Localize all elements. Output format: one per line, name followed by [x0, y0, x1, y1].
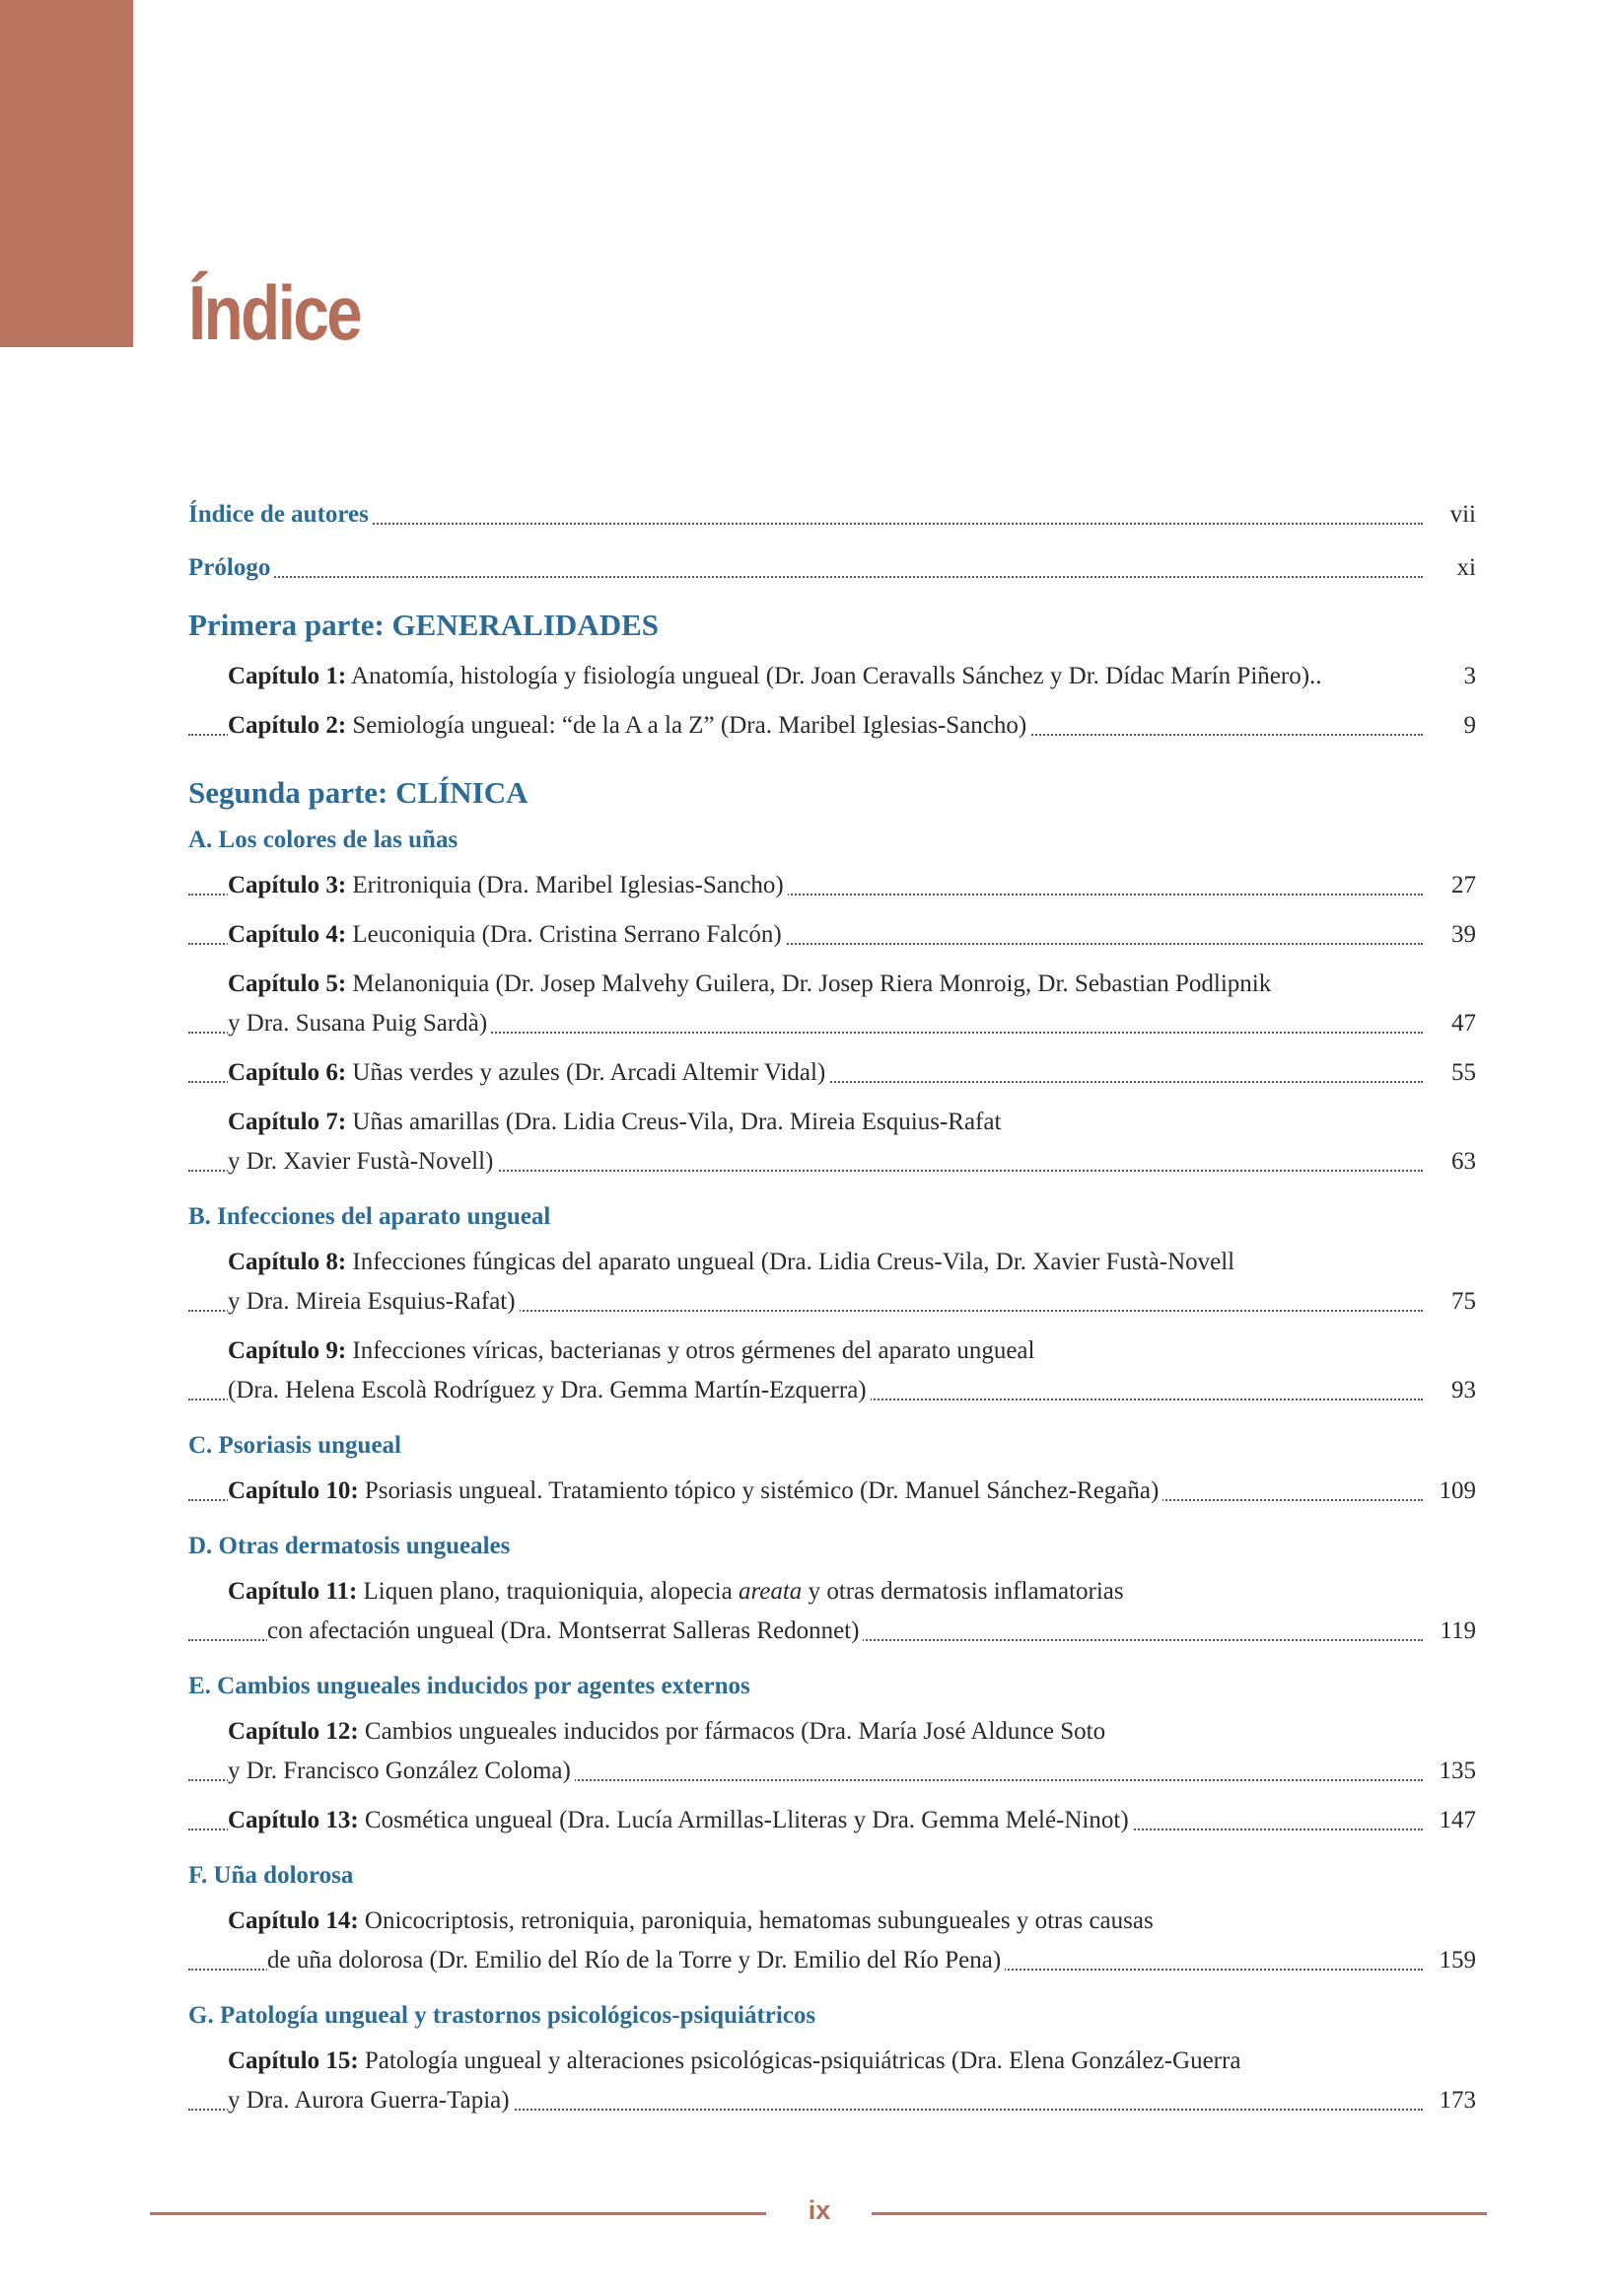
- toc-entry-page: 27: [1438, 872, 1476, 899]
- chapter-number: Capítulo 6:: [228, 1059, 347, 1086]
- toc-entry-chapter-8-line2[interactable]: [188, 1288, 1476, 1322]
- toc-entry-chapter-1[interactable]: [188, 663, 1476, 696]
- toc-entry-page: 119: [1426, 1617, 1476, 1645]
- toc-entry-page: 109: [1426, 1477, 1477, 1505]
- toc-entry-page: vii: [1437, 501, 1476, 529]
- toc-entry-chapter-12-line1[interactable]: [188, 1718, 1476, 1752]
- toc-entry-chapter-13[interactable]: [188, 1807, 1476, 1840]
- toc-entry-chapter-5-line2[interactable]: [188, 1010, 1476, 1043]
- page-number: ix: [808, 2195, 831, 2225]
- toc-entry-chapter-2[interactable]: [188, 712, 1476, 746]
- chapter-number: Capítulo 8:: [228, 1249, 347, 1275]
- toc-entry-chapter-10[interactable]: [188, 1477, 1476, 1511]
- chapter-title: Eritroniquia (Dra. Maribel Iglesias-Sancho): [352, 872, 784, 898]
- chapter-title: Cambios ungueales inducidos por fármacos (Dra. María José Alduncе Soto: [364, 1718, 1106, 1745]
- chapter-number: Capítulo 5:: [228, 970, 347, 997]
- toc-entry-page: 55: [1438, 1059, 1476, 1087]
- toc-entry-label: Índice de autores: [188, 501, 373, 529]
- decorative-side-bar: [0, 0, 133, 347]
- toc-entry-label: Prólogo: [188, 554, 274, 582]
- toc-entry-chapter-15-line1[interactable]: [188, 2047, 1476, 2081]
- chapter-title: y otras dermatosis inflamatorias: [802, 1578, 1124, 1605]
- toc-entry-chapter-5-line1[interactable]: [188, 970, 1476, 1004]
- toc-entry-chapter-14-line2[interactable]: [188, 1947, 1476, 1980]
- toc-entry-chapter-7-line1[interactable]: [188, 1109, 1476, 1142]
- chapter-title: Melanoniquia (Dr. Josep Malvehy Guilera, Dr. Josep Riera Monroig, Dr. Sebastian Podlipnik: [352, 970, 1272, 997]
- chapter-title-cont: de uña dolorosa (Dr. Emilio del Río de la Torre y Dr. Emilio del Río Pena): [267, 1947, 1005, 1974]
- toc-entry-chapter-3[interactable]: [188, 872, 1476, 905]
- toc-entry-chapter-11-line2[interactable]: [188, 1617, 1476, 1651]
- toc-entry-page: 135: [1426, 1758, 1477, 1785]
- chapter-number: Capítulo 14:: [228, 1907, 359, 1934]
- chapter-title: Uñas verdes y azules (Dr. Arcadi Altemir Vidal): [352, 1059, 826, 1086]
- chapter-number: Capítulo 11:: [228, 1578, 358, 1605]
- chapter-title: Cosmética ungueal (Dra. Lucía Armillas-Lliteras y Dra. Gemma Melé-Ninot): [364, 1807, 1129, 1833]
- chapter-title: Psoriasis ungueal. Tratamiento tópico y sistémico (Dr. Manuel Sánchez-Regaña): [364, 1477, 1160, 1504]
- chapter-title: Uñas amarillas (Dra. Lidia Creus-Vila, Dra. Mireia Esquius-Rafat: [352, 1109, 1002, 1135]
- toc-entry-chapter-6[interactable]: [188, 1059, 1476, 1093]
- section-title-c: C. Psoriasis ungueal: [188, 1432, 402, 1459]
- chapter-number: Capítulo 1:: [228, 663, 347, 689]
- toc-entry-chapter-9-line1[interactable]: [188, 1337, 1476, 1371]
- chapter-title-cont: y Dra. Aurora Guerra-Tapia): [228, 2087, 514, 2115]
- toc-entry-chapter-11-line1[interactable]: [188, 1578, 1476, 1612]
- toc-entry-page: 63: [1438, 1148, 1476, 1176]
- chapter-title-cont: y Dr. Xavier Fustà-Novell): [228, 1148, 497, 1176]
- toc-entry-chapter-15-line2[interactable]: [188, 2087, 1476, 2120]
- toc-entry-page: 173: [1426, 2087, 1477, 2115]
- toc-entry-page: 159: [1426, 1947, 1477, 1974]
- toc-entry-author-index[interactable]: [188, 501, 1476, 535]
- section-title-e: E. Cambios ungueales inducidos por agentes externos: [188, 1673, 750, 1699]
- chapter-number: Capítulo 10:: [228, 1477, 359, 1504]
- chapter-title: Semiología ungueal: “de la A a la Z” (Dra. Maribel Iglesias-Sancho): [352, 712, 1027, 739]
- chapter-title-cont: (Dra. Helena Escolà Rodríguez y Dra. Gemma Martín-Ezquerra): [228, 1377, 871, 1404]
- toc-entry-page: 47: [1438, 1010, 1476, 1038]
- chapter-title: Anatomía, histología y fisiología ungueal (Dr. Joan Ceravalls Sánchez y Dr. Dídac Marín Piñero)..: [351, 663, 1322, 689]
- part-title-generalidades: Primera parte: GENERALIDADES: [188, 608, 660, 642]
- section-title-b: B. Infecciones del aparato ungueal: [188, 1203, 551, 1230]
- section-title-g: G. Patología ungueal y trastornos psicológicos-psiquiátricos: [188, 2002, 816, 2029]
- toc-entry-chapter-9-line2[interactable]: [188, 1377, 1476, 1410]
- chapter-title-italic: areata: [738, 1578, 803, 1605]
- chapter-number: Capítulo 13:: [228, 1807, 359, 1833]
- chapter-number: Capítulo 15:: [228, 2047, 359, 2074]
- chapter-title: Patología ungueal y alteraciones psicológicas-psiquiátricas (Dra. Elena González-Guerra: [364, 2047, 1241, 2074]
- section-title-d: D. Otras dermatosis ungueales: [188, 1533, 511, 1559]
- chapter-number: Capítulo 7:: [228, 1109, 347, 1135]
- footer-rule-left: [150, 2212, 766, 2215]
- chapter-title: Leuconiquia (Dra. Cristina Serrano Falcón): [352, 921, 782, 948]
- leader-dots: [188, 523, 1423, 525]
- chapter-title: Infecciones fúngicas del aparato ungueal (Dra. Lidia Creus-Vila, Dr. Xavier Fustà-Novell: [352, 1249, 1235, 1275]
- chapter-title-cont: y Dra. Susana Puig Sardà): [228, 1010, 491, 1038]
- chapter-number: Capítulo 12:: [228, 1718, 359, 1745]
- chapter-number: Capítulo 4:: [228, 921, 347, 948]
- chapter-title: Liquen plano, traquioniquia, alopecia: [363, 1578, 739, 1605]
- chapter-title-cont: y Dr. Francisco González Coloma): [228, 1758, 575, 1785]
- chapter-number: Capítulo 2:: [228, 712, 347, 739]
- toc-entry-chapter-4[interactable]: [188, 921, 1476, 955]
- toc-entry-chapter-12-line2[interactable]: [188, 1758, 1476, 1791]
- leader-dots: [188, 576, 1423, 578]
- toc-entry-page: 147: [1426, 1807, 1477, 1834]
- toc-entry-page: 9: [1450, 712, 1477, 740]
- chapter-title-cont: con afectación ungueal (Dra. Montserrat Salleras Redonnet): [267, 1617, 863, 1645]
- chapter-title-cont: y Dra. Mireia Esquius-Rafat): [228, 1288, 520, 1316]
- toc-entry-page: 93: [1438, 1377, 1476, 1404]
- toc-entry-chapter-14-line1[interactable]: [188, 1907, 1476, 1941]
- chapter-title: Infecciones víricas, bacterianas y otros gérmenes del aparato ungueal: [352, 1337, 1035, 1364]
- toc-entry-page: xi: [1444, 554, 1476, 582]
- toc-entry-page: 3: [1450, 663, 1477, 690]
- toc-entry-prologue[interactable]: [188, 554, 1476, 588]
- page-title: Índice: [188, 269, 361, 356]
- part-title-clinica: Segunda parte: CLÍNICA: [188, 775, 528, 810]
- table-of-contents: [188, 493, 1476, 2170]
- toc-entry-page: 39: [1438, 921, 1476, 949]
- section-title-a: A. Los colores de las uñas: [188, 826, 458, 853]
- chapter-number: Capítulo 9:: [228, 1337, 347, 1364]
- toc-entry-chapter-8-line1[interactable]: [188, 1249, 1476, 1282]
- chapter-number: Capítulo 3:: [228, 872, 347, 898]
- section-title-f: F. Uña dolorosa: [188, 1862, 354, 1889]
- toc-entry-page: 75: [1438, 1288, 1476, 1316]
- chapter-title: Onicocriptosis, retroniquia, paroniquia, hematomas subungueales y otras causas: [364, 1907, 1154, 1934]
- toc-entry-chapter-7-line2[interactable]: [188, 1148, 1476, 1182]
- footer-rule-right: [872, 2212, 1487, 2215]
